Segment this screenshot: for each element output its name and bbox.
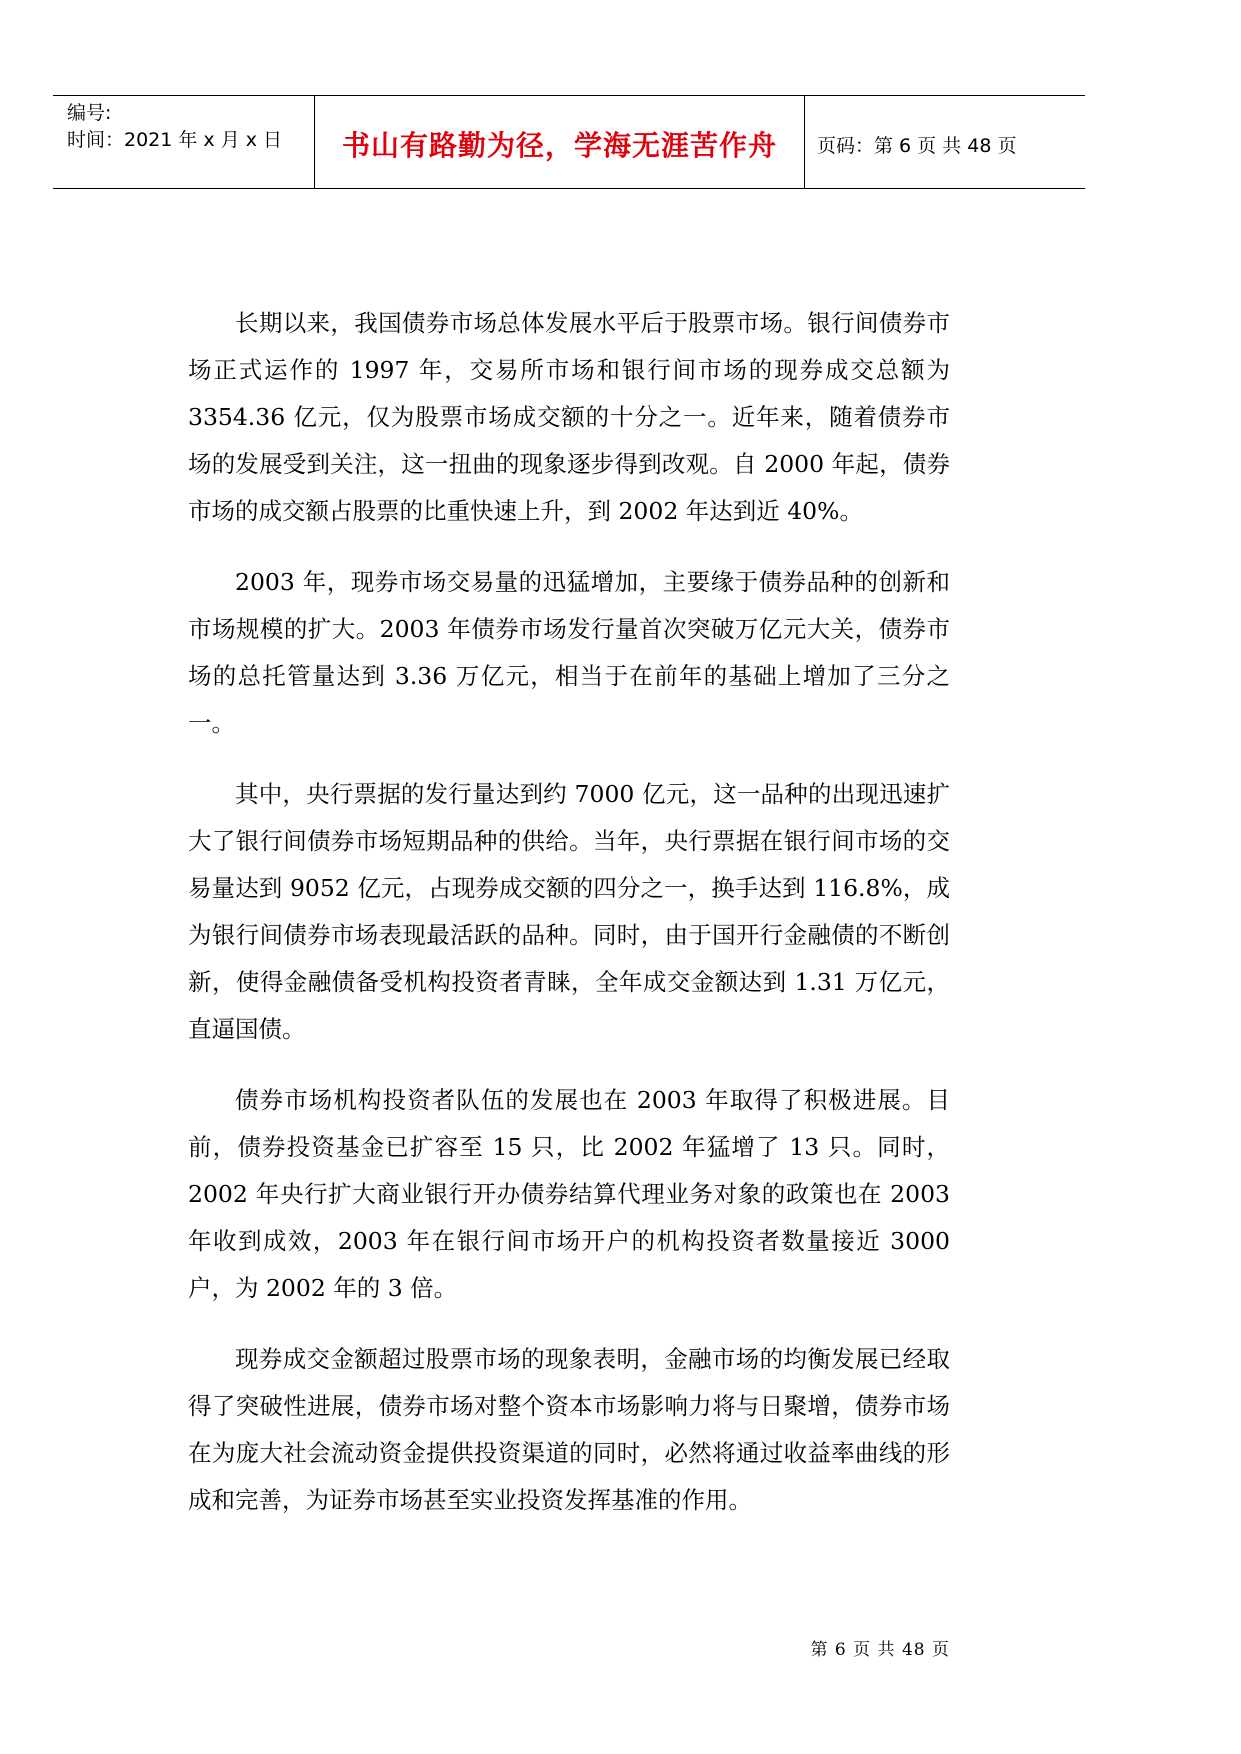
paragraph: 长期以来，我国债券市场总体发展水平后于股票市场。银行间债券市场正式运作的 1997 年，交易所市场和银行间市场的现券成交总额为 3354.36 亿元，仅为股票市场成交额的十分之一。近年来，随着债券市场的发展受到关注，这一扭曲的现象逐步得到改观。自 2000 年起，债券市场的成交额占股票的比重快速上升，到 2002 年达到近 40%。 <box>188 309 950 525</box>
header-meta <box>53 96 315 188</box>
paragraph: 债券市场机构投资者队伍的发展也在 2003 年取得了积极进展。目前，债券投资基金已扩容至 15 只，比 2002 年猛增了 13 只。同时，2002 年央行扩大商业银行开办债券结算代理业务对象的政策也在 2003 年收到成效，2003 年在银行间市场开户的机构投资者数量接近 3000 户，为 2002 年的 3 倍。 <box>188 1086 950 1302</box>
header-page-info: 页码：第 6 页 共 48 页 <box>817 134 1017 157</box>
page-footer: 第 6 页 共 48 页 <box>810 1640 950 1660</box>
document-time-label: 时间：2021 年 x 月 x 日 <box>67 129 283 151</box>
paragraph: 其中，央行票据的发行量达到约 7000 亿元，这一品种的出现迅速扩大了银行间债券市场短期品种的供给。当年，央行票据在银行间市场的交易量达到 9052 亿元，占现券成交额的四分之一，换手达到 116.8%，成为银行间债券市场表现最活跃的品种。同时，由于国开行金融债的不断创新，使得金融债备受机构投资者青睐，全年成交金额达到 1.31 万亿元，直逼国债。 <box>188 780 950 1043</box>
paragraph: 现券成交金额超过股票市场的现象表明，金融市场的均衡发展已经取得了突破性进展，债券市场对整个资本市场影响力将与日聚增，债券市场在为庞大社会流动资金提供投资渠道的同时，必然将通过收益率曲线的形成和完善，为证券市场甚至实业投资发挥基准的作用。 <box>188 1345 950 1514</box>
document-body <box>188 300 950 1548</box>
page-header <box>53 95 1085 189</box>
paragraph: 2003 年，现券市场交易量的迅猛增加，主要缘于债券品种的创新和市场规模的扩大。2003 年债券市场发行量首次突破万亿元大关，债券市场的总托管量达到 3.36 万亿元，相当于在前年的基础上增加了三分之一。 <box>188 568 950 737</box>
document-number-label: 编号: <box>67 102 112 124</box>
header-motto: 书山有路勤为径，学海无涯苦作舟 <box>315 96 805 188</box>
